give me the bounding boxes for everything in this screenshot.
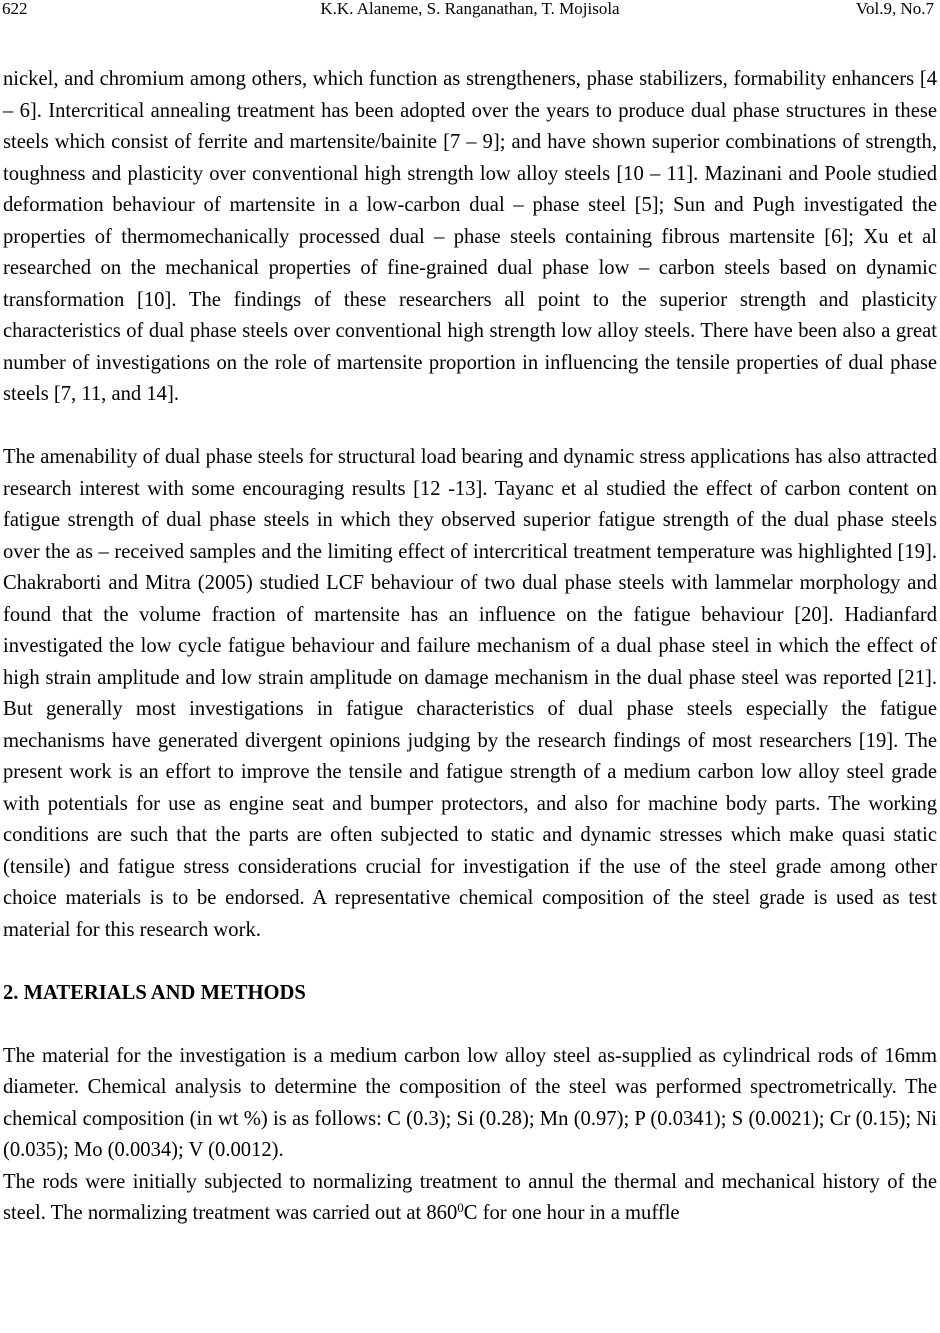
normalizing-paragraph [3, 1167, 937, 1230]
paragraph-spacer [3, 946, 937, 978]
header-volume: Vol.9, No.7 [855, 0, 934, 18]
paragraph-spacer [3, 411, 937, 443]
header-authors: K.K. Alaneme, S. Ranganathan, T. Mojisola [320, 0, 620, 18]
body-paragraph: The amenability of dual phase steels for structural load bearing and dynamic stress applications has also attracted research interest with some encouraging results [12 -13]. Tayanc et al studied the effect of carbon content on fatigue strength of dual phase steels in which they observed superior fatigue strength of the dual phase steels over the as – received samples and the limiting effect of intercritical treatment temperature was highlighted [19]. Chakraborti and Mitra (2005) studied LCF behaviour of two dual phase steels with lammelar morphology and found that the volume fraction of martensite has an influence on the fatigue behaviour [20]. Hadianfard investigated the low cycle fatigue behaviour and failure mechanism of a dual phase steel in which the effect of high strain amplitude and low strain amplitude on damage mechanism in the dual phase steel was reported [21]. But generally most investigations in fatigue characteristics of dual phase steels especially the fatigue mechanisms have generated divergent opinions judging by the research findings of most researchers [19]. The present work is an effort to improve the tensile and fatigue strength of a medium carbon low alloy steel grade with potentials for use as engine seat and bumper protectors, and also for machine body parts. The working conditions are such that the parts are often subjected to static and dynamic stresses which make quasi static (tensile) and fatigue stress considerations crucial for investigation if the use of the steel grade among other choice materials is to be endorsed. A representative chemical composition of the steel grade is used as test material for this research work. [3, 446, 937, 941]
page-number: 622 [2, 0, 28, 18]
normalizing-text: The rods were initially subjected to normalizing treatment to annul the thermal and mechanical history of the steel. The normalizing treatment was carried out at 860 [3, 1170, 937, 1224]
running-header [0, 0, 940, 26]
materials-paragraph: The material for the investigation is a medium carbon low alloy steel as-supplied as cylindrical rods of 16mm diameter. Chemical analysis to determine the composition of the steel was performed spectrometrically. The chemical composition (in wt %) is as follows: C (0.3); Si (0.28); Mn (0.97); P (0.0341); S (0.0021); Cr (0.15); Ni (0.035); Mo (0.0034); V (0.0012). [3, 1044, 937, 1161]
body-paragraph: nickel, and chromium among others, which function as strengtheners, phase stabilizers, formability enhancers [4 – 6]. Intercritical annealing treatment has been adopted over the years to produce dual phase structures in these steels which consist of ferrite and martensite/bainite [7 – 9]; and have shown superior combinations of strength, toughness and plasticity over conventional high strength low alloy steels [10 – 11]. Mazinani and Poole studied deformation behaviour of martensite in a low-carbon dual – phase steel [5]; Sun and Pugh investigated the properties of thermomechanically processed dual – phase steels containing fibrous martensite [6]; Xu et al researched on the mechanical properties of fine-grained dual phase low – carbon steels based on dynamic transformation [10]. The findings of these researchers all point to the superior strength and plasticity characteristics of dual phase steels over conventional high strength low alloy steels. There have been also a great number of investigations on the role of martensite proportion in influencing the tensile properties of dual phase steels [7, 11, and 14]. [3, 68, 937, 405]
paragraph-spacer [3, 1009, 937, 1041]
section-heading: 2. MATERIALS AND METHODS [3, 981, 306, 1004]
normalizing-text-continued: C for one hour in a muffle [463, 1202, 680, 1224]
superscript-zero: 0 [457, 1199, 464, 1215]
page-body [3, 64, 937, 1230]
